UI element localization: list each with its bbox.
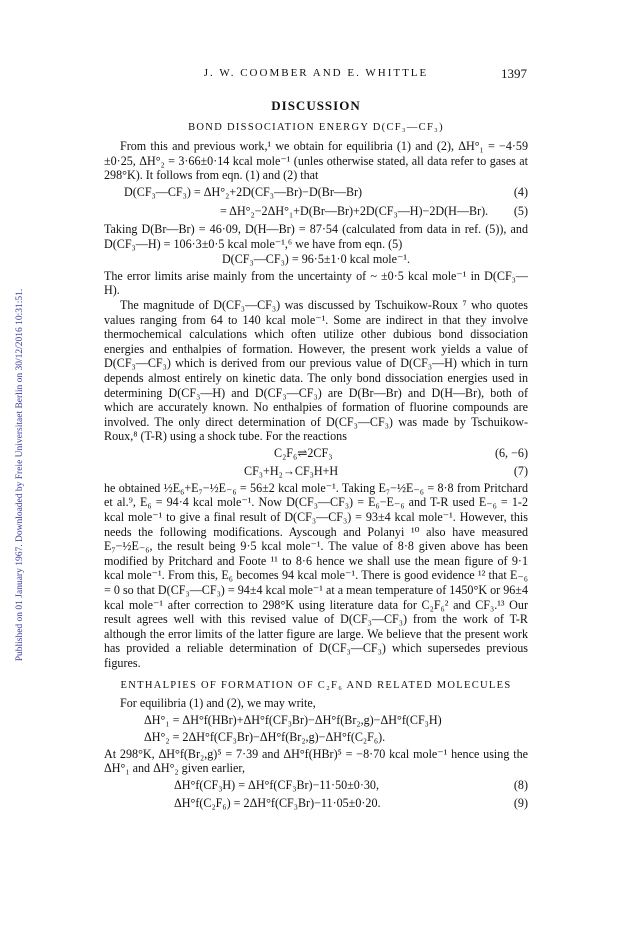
page-number: 1397 (501, 66, 527, 81)
equation-6: C₂F₆⇌2CF₃ (6, −6) (274, 445, 528, 460)
equation-b: ΔH°₂ = 2ΔH°f(CF₃Br)−ΔH°f(Br₂,g)−ΔH°f(C₂F₆). (144, 729, 386, 744)
subheading-bond-energy: BOND DISSOCIATION ENERGY D(CF₃—CF₃) (188, 121, 444, 133)
equation-7: CF₃+H₂→CF₃H+H (7) (244, 463, 528, 478)
paragraph-6: For equilibria (1) and (2), we may write, (120, 696, 316, 711)
section-heading: DISCUSSION (271, 98, 361, 113)
paragraph-2: Taking D(Br—Br) = 46·09, D(H—Br) = 87·54 (calculated from data in ref. (5)), and D(CF₃—H) = 106·3±0·5 kcal mole⁻¹,⁶ we have from eqn. (5) (104, 221, 528, 251)
paragraph-7: At 298°K, ΔH°f(Br₂,g)⁵ = 7·39 and ΔH°f(HBr)⁵ = −8·70 kcal mole⁻¹ hence using the ΔH°₁ and ΔH°₂ given earlier, (104, 746, 528, 776)
running-header (105, 67, 527, 83)
paragraph-1: From this and previous work,¹ we obtain for equilibria (1) and (2), ΔH°₁ = −4·59 ±0·25, ΔH°₂ = 3·66±0·14 kcal mole⁻¹ (unles otherwise stated, all data refer to gases at 298°K). It follows from eqn. (1) and (2) that (104, 139, 528, 183)
paragraph-3: The error limits arise mainly from the uncertainty of ~ ±0·5 kcal mole⁻¹ in D(CF₃—H). (104, 268, 528, 298)
equation-9: ΔH°f(C₂F₆) = 2ΔH°f(CF₃Br)−11·05±0·20. (9) (174, 795, 528, 810)
header-authors: J. W. COOMBER AND E. WHITTLE (203, 67, 429, 79)
equation-4: D(CF₃—CF₃) = ΔH°₂+2D(CF₃—Br)−D(Br—Br) (4) (124, 184, 528, 199)
download-notice: Published on 01 January 1967. Downloaded by Freie Universitaet Berlin on 30/12/2016 10:31:51. (15, 288, 25, 662)
equation-8: ΔH°f(CF₃H) = ΔH°f(CF₃Br)−11·50±0·30, (8) (174, 777, 528, 792)
equation-5: = ΔH°₂−2ΔH°₁+D(Br—Br)+2D(CF₃—H)−2D(H—Br). (5) (220, 203, 528, 218)
paragraph-5: he obtained ½E₆+E₇−½E₋₆ = 56±2 kcal mole⁻¹. Taking E₇−½E₋₆ = 8·8 from Pritchard et al.⁹, E₆ = 94·4 kcal mole⁻¹. Now D(CF₃—CF₃) = E₆−E₋₆ and T-R used E₋₆ = 1-2 kcal mole⁻¹ to give a final result of D(CF₃—CF₃) = 93±4 kcal mole⁻¹. However, this needs the following modifications. Ayscough and Polanyi ¹⁰ also have measured E₇−½E₋₆, the result being 9·5 kcal mole⁻¹. The value of 8·8 given above has been modified by Pritchard and Foote ¹¹ to 8·6 hence we shall use the mean figure of 9·1 kcal mole⁻¹. From this, E₆ becomes 94 kcal mole⁻¹. There is good evidence ¹² that E₋₆ = 0 so that D(CF₃—CF₃) = 94±4 kcal mole⁻¹ at a mean temperature of 1450°K or 96±4 kcal mole⁻¹ after correction to 298°K using literature data for C₂F₆² and CF₃.¹³ Our result agrees well with this revised value of D(CF₃—CF₃) from the work of T-R although the error limits of the latter figure are large. We believe that the present work has provided a reliable determination of D(CF₃—CF₃) which supersedes previous figures. (104, 480, 528, 670)
subheading-enthalpies: ENTHALPIES OF FORMATION OF C₂F₆ AND RELATED MOLECULES (120, 679, 512, 691)
paragraph-4: The magnitude of D(CF₃—CF₃) was discussed by Tschuikow-Roux ⁷ who quotes values ranging from 64 to 140 kcal mole⁻¹. Some are indirect in that they involve thermochemical calculations which often utilize other dubious bond dissociation energies and enthalpies of formation. However, the present work yields a value of D(CF₃—CF₃) which is derived from our previous value of D(CF₃—H) which in turn depends almost entirely on kinetic data. The only bond dissociation energies used in determining D(CF₃—H) and D(CF₃—CF₃) are D(Br—Br) and D(H—Br), both of which are accurately known. No enthalpies of formation of fluorine compounds are involved. The only direct determination of D(CF₃—CF₃) was made by Tschuikow-Roux,⁸ (T-R) using a shock tube. For the reactions (104, 297, 528, 444)
equation-a: ΔH°₁ = ΔH°f(HBr)+ΔH°f(CF₃Br)−ΔH°f(Br₂,g)−ΔH°f(CF₃H) (144, 712, 442, 727)
equation-result: D(CF₃—CF₃) = 96·5±1·0 kcal mole⁻¹. (221, 252, 411, 267)
body-text (104, 99, 528, 811)
